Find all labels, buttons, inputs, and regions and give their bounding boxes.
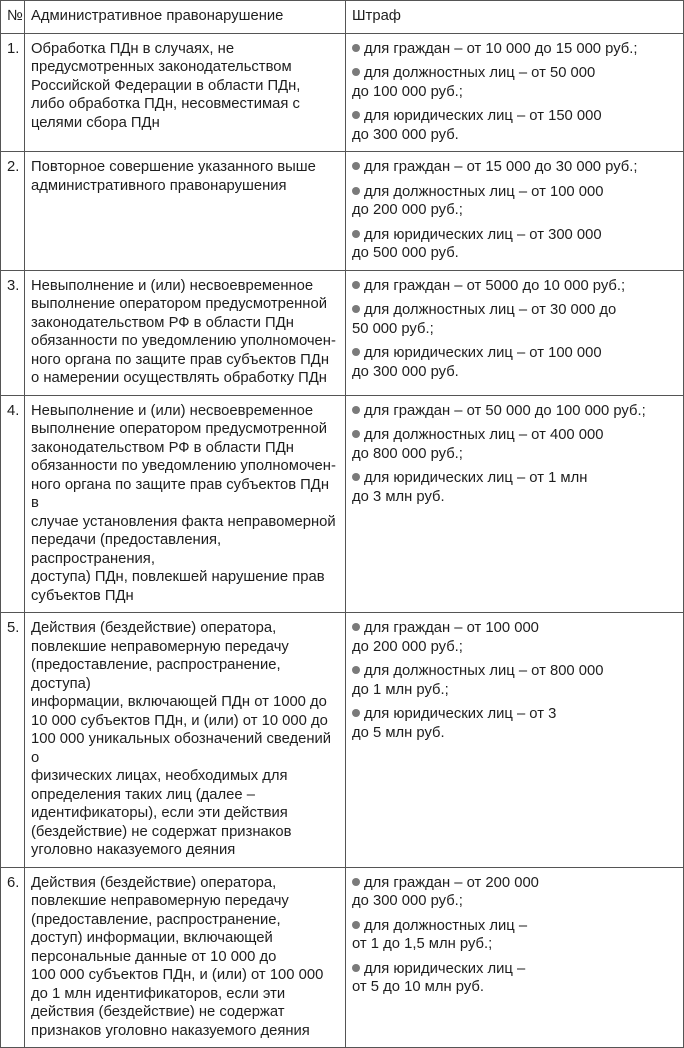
table-row: [1, 33, 684, 152]
offense-text-line: 100 000 уникальных обозначений сведений о: [31, 731, 332, 766]
fine-item: [352, 226, 677, 263]
fine-item: [352, 917, 677, 954]
fine-text-line: до 800 000 руб.;: [352, 445, 463, 462]
offense-text-line: определения таких лиц (далее –: [31, 786, 255, 803]
fine-cell: [346, 395, 684, 613]
offense-text-line: повлекшие неправомерную передачу: [31, 893, 289, 909]
table-row: [1, 152, 684, 271]
fine-text-line: до 1 млн руб.;: [352, 681, 449, 698]
offense-text-line: Невыполнение и (или) несвоевременное: [31, 402, 314, 419]
offense-text-line: Обработка ПДн в случаях, не: [31, 40, 235, 57]
offense-text-line: предусмотренных законодательством: [31, 59, 292, 75]
fine-text-line: для граждан – от 200 000: [364, 874, 539, 891]
offense-text-line: действия (бездействие) не содержат: [31, 1004, 285, 1020]
bullet-icon: [352, 473, 360, 481]
bullet-icon: [352, 430, 360, 438]
offense-text-line: выполнение оператором предусмотренной: [31, 296, 327, 312]
fine-text-line: для должностных лиц – от 400 000: [364, 427, 604, 443]
offense-cell: [25, 270, 346, 395]
bullet-icon: [352, 187, 360, 195]
row-number: 5.: [1, 613, 25, 868]
fine-text-line: для должностных лиц – от 800 000: [364, 663, 604, 679]
offense-text-line: признаков уголовно наказуемого деяния: [31, 1022, 310, 1039]
offense-cell: [25, 867, 346, 1048]
table-row: [1, 395, 684, 613]
fine-item: [352, 277, 677, 296]
fine-text-line: 50 000 руб.;: [352, 320, 434, 337]
offense-text-line: до 1 млн идентификаторов, если эти: [31, 985, 286, 1002]
offense-text-line: идентификаторы), если эти действия: [31, 805, 288, 821]
row-number: 1.: [1, 33, 25, 152]
fine-text-line: до 500 000 руб.: [352, 245, 459, 261]
fine-text-line: для юридических лиц – от 100 000: [364, 345, 602, 361]
offense-cell: [25, 613, 346, 868]
bullet-icon: [352, 281, 360, 289]
offense-text-line: физических лицах, необходимых для: [31, 768, 288, 784]
fine-cell: [346, 867, 684, 1048]
bullet-icon: [352, 623, 360, 631]
fine-cell: [346, 152, 684, 271]
offense-text-line: (предоставление, распространение, доступа): [31, 657, 281, 692]
fine-item: [352, 158, 677, 177]
bullet-icon: [352, 878, 360, 886]
offense-text-line: доступ) информации, включающей: [31, 930, 273, 946]
fine-item: [352, 426, 677, 463]
offense-text-line: Невыполнение и (или) несвоевременное: [31, 277, 314, 294]
fine-text-line: для юридических лиц – от 300 000: [364, 226, 602, 243]
table-row: [1, 867, 684, 1048]
bullet-icon: [352, 44, 360, 52]
offense-text-line: обязанности по уведомлению уполномочен-: [31, 333, 336, 349]
fine-text-line: для должностных лиц – от 50 000: [364, 65, 596, 81]
offense-cell: [25, 395, 346, 613]
fine-item: [352, 183, 677, 220]
row-number: 6.: [1, 867, 25, 1048]
bullet-icon: [352, 68, 360, 76]
fine-text-line: для граждан – от 15 000 до 30 000 руб.;: [364, 159, 638, 175]
fine-text-line: для юридических лиц –: [364, 960, 526, 977]
row-number: 4.: [1, 395, 25, 613]
fine-item: [352, 107, 677, 144]
bullet-icon: [352, 230, 360, 238]
fine-text-line: до 300 000 руб.: [352, 126, 459, 143]
fine-item: [352, 469, 677, 506]
fine-cell: [346, 33, 684, 152]
offense-text-line: Действия (бездействие) оператора,: [31, 874, 277, 891]
fine-text-line: до 200 000 руб.;: [352, 202, 463, 218]
fine-item: [352, 301, 677, 338]
fine-text-line: до 5 млн руб.: [352, 724, 445, 741]
offense-text-line: 100 000 субъектов ПДн, и (или) от 100 000: [31, 967, 324, 983]
offense-text-line: ного органа по защите прав субъектов ПДн в: [31, 476, 329, 511]
offense-text-line: (предоставление, распространение,: [31, 911, 281, 928]
offense-text-line: уголовно наказуемого деяния: [31, 842, 236, 858]
offense-text-line: законодательством РФ в области ПДн: [31, 314, 294, 331]
row-number: 3.: [1, 270, 25, 395]
offense-text-line: административного правонарушения: [31, 177, 287, 194]
offense-text-line: ного органа по защите прав субъектов ПДн: [31, 351, 329, 368]
fine-text-line: для граждан – от 5000 до 10 000 руб.;: [364, 277, 626, 294]
fine-text-line: для юридических лиц – от 1 млн: [364, 470, 588, 486]
fine-text-line: для граждан – от 100 000: [364, 620, 539, 636]
offense-text-line: 10 000 субъектов ПДн, и (или) от 10 000 до: [31, 712, 328, 729]
bullet-icon: [352, 305, 360, 313]
fine-item: [352, 960, 677, 997]
offense-text-line: Российской Федерации в области ПДн,: [31, 77, 301, 94]
fine-item: [352, 402, 677, 421]
bullet-icon: [352, 348, 360, 356]
offense-text-line: передачи (предоставления, распространения,: [31, 532, 222, 567]
offense-text-line: целями сбора ПДн: [31, 114, 160, 131]
fine-item: [352, 619, 677, 656]
fine-text-line: для должностных лиц – от 100 000: [364, 183, 604, 200]
fine-cell: [346, 613, 684, 868]
fine-item: [352, 344, 677, 381]
fine-item: [352, 40, 677, 59]
fine-text-line: для должностных лиц –: [364, 917, 528, 934]
fine-text-line: до 100 000 руб.;: [352, 83, 463, 100]
bullet-icon: [352, 406, 360, 414]
fine-text-line: для граждан – от 50 000 до 100 000 руб.;: [364, 402, 646, 419]
offense-text-line: либо обработка ПДн, несовместимая с: [31, 96, 300, 112]
bullet-icon: [352, 709, 360, 717]
offense-cell: [25, 152, 346, 271]
fine-text-line: для должностных лиц – от 30 000 до: [364, 302, 617, 318]
offense-text-line: доступа) ПДн, повлекшей нарушение прав: [31, 569, 325, 585]
fine-text-line: для граждан – от 10 000 до 15 000 руб.;: [364, 40, 638, 57]
offense-text-line: персональные данные от 10 000 до: [31, 948, 277, 965]
fine-text-line: до 300 000 руб.;: [352, 893, 463, 909]
header-number: №: [1, 1, 25, 34]
offense-text-line: информации, включающей ПДн от 1000 до: [31, 694, 327, 710]
table-row: [1, 613, 684, 868]
fine-cell: [346, 270, 684, 395]
offense-cell: [25, 33, 346, 152]
table-row: [1, 270, 684, 395]
row-number: 2.: [1, 152, 25, 271]
offense-text-line: (бездействие) не содержат признаков: [31, 823, 292, 840]
fine-text-line: для юридических лиц – от 3: [364, 706, 557, 722]
offense-text-line: Повторное совершение указанного выше: [31, 159, 316, 175]
fine-text-line: от 5 до 10 млн руб.: [352, 979, 484, 995]
fine-text-line: до 200 000 руб.;: [352, 638, 463, 655]
bullet-icon: [352, 666, 360, 674]
fine-text-line: до 3 млн руб.: [352, 488, 445, 505]
fine-item: [352, 662, 677, 699]
bullet-icon: [352, 111, 360, 119]
offense-text-line: о намерении осуществлять обработку ПДн: [31, 370, 327, 386]
offense-text-line: случае установления факта неправомерной: [31, 513, 336, 530]
bullet-icon: [352, 921, 360, 929]
fine-item: [352, 64, 677, 101]
header-fine: Штраф: [346, 1, 684, 34]
offense-text-line: субъектов ПДн: [31, 587, 134, 604]
offense-text-line: обязанности по уведомлению уполномочен-: [31, 458, 336, 474]
fine-text-line: до 300 000 руб.: [352, 363, 459, 380]
table-header-row: [1, 1, 684, 34]
offense-text-line: законодательством РФ в области ПДн: [31, 439, 294, 456]
bullet-icon: [352, 162, 360, 170]
fine-text-line: от 1 до 1,5 млн руб.;: [352, 936, 493, 952]
offense-text-line: Действия (бездействие) оператора,: [31, 620, 277, 636]
fine-text-line: для юридических лиц – от 150 000: [364, 108, 602, 124]
offense-text-line: выполнение оператором предусмотренной: [31, 421, 327, 437]
bullet-icon: [352, 964, 360, 972]
offense-text-line: повлекшие неправомерную передачу: [31, 638, 289, 655]
table-body: [1, 33, 684, 1048]
fine-item: [352, 874, 677, 911]
header-offense: Административное правонарушение: [25, 1, 346, 34]
fine-item: [352, 705, 677, 742]
